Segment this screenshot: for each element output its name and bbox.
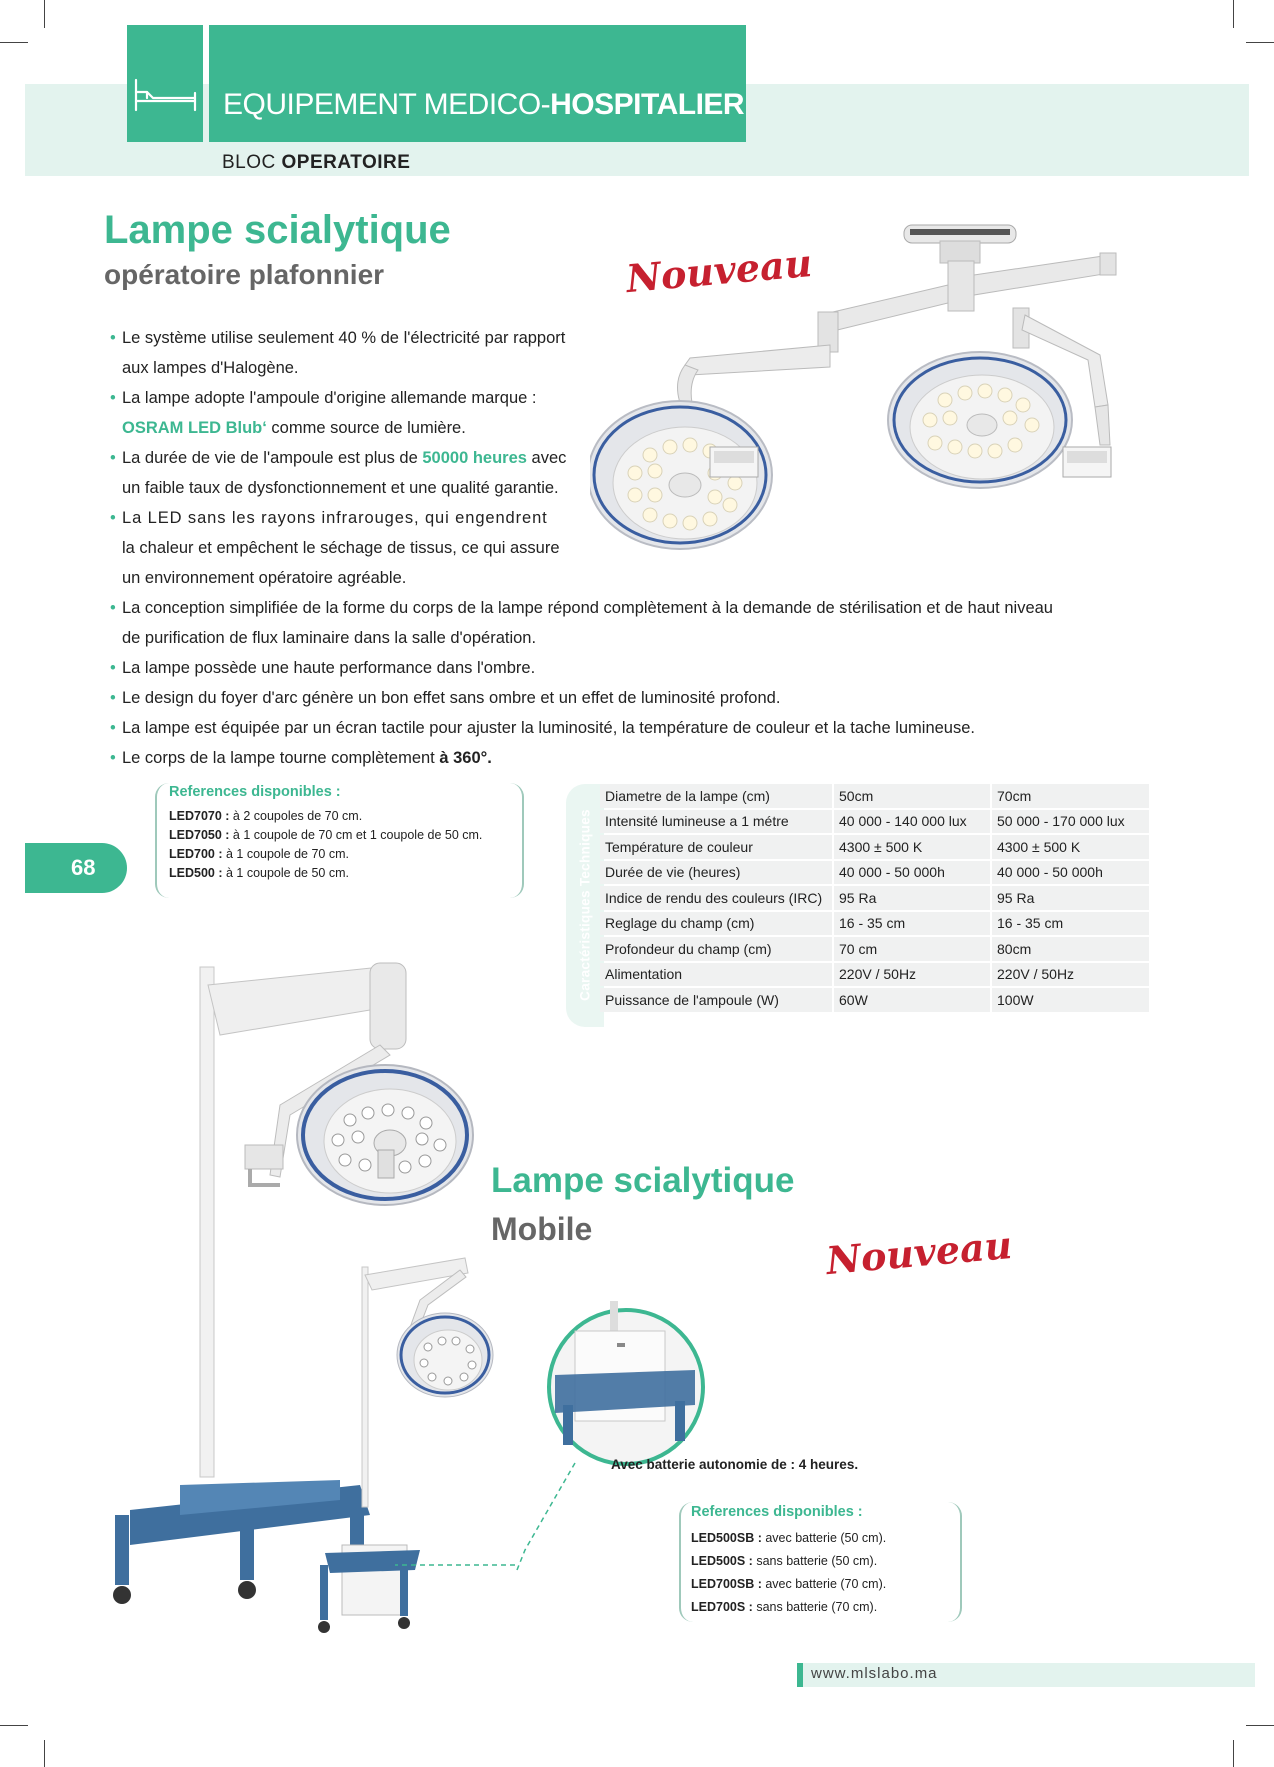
product-subtitle: Mobile: [491, 1211, 593, 1247]
tech-label: Durée de vie (heures): [600, 861, 832, 885]
reference-item: LED7050 : à 1 coupole de 70 cm et 1 coupole de 50 cm.: [169, 828, 483, 842]
reference-item: LED700 : à 1 coupole de 70 cm.: [169, 847, 349, 861]
tech-value: 40 000 - 140 000 lux: [834, 810, 990, 834]
tech-label: Reglage du champ (cm): [600, 912, 832, 936]
references-title: References disponibles :: [169, 784, 341, 800]
tech-label: Profondeur du champ (cm): [600, 937, 832, 961]
reference-item: LED500SB : avec batterie (50 cm).: [691, 1531, 887, 1545]
reference-item: LED500S : sans batterie (50 cm).: [691, 1554, 878, 1568]
feature-item-cont: de purification de flux laminaire dans la salle d'opération.: [122, 629, 537, 647]
tech-row: [600, 988, 1149, 1012]
feature-item: • La durée de vie de l'ampoule est plus de 50000 heures avec: [110, 449, 567, 467]
tech-value: 100W: [992, 988, 1149, 1012]
product-subtitle: opératoire plafonnier: [104, 259, 385, 290]
reference-item: LED700SB : avec batterie (70 cm).: [691, 1577, 887, 1591]
tech-value: 95 Ra: [992, 886, 1149, 910]
tech-label: Diametre de la lampe (cm): [600, 784, 832, 808]
tech-row: [600, 784, 1149, 808]
feature-item-cont: la chaleur et empêchent le séchage de tissus, ce qui assure: [122, 539, 560, 557]
website-link[interactable]: www.mlslabo.ma: [811, 1665, 938, 1682]
tech-value: 70cm: [992, 784, 1149, 808]
tech-value: 220V / 50Hz: [992, 963, 1149, 987]
feature-item-cont: OSRAM LED Blub‘ comme source de lumière.: [122, 419, 466, 437]
crop-mark: [44, 0, 45, 28]
references-title: References disponibles :: [691, 1504, 863, 1520]
feature-item: • Le design du foyer d'arc génère un bon effet sans ombre et un effet de luminosité profond.: [110, 689, 781, 707]
crop-mark: [44, 1740, 45, 1767]
tech-value: 50 000 - 170 000 lux: [992, 810, 1149, 834]
tech-value: 16 - 35 cm: [834, 912, 990, 936]
feature-item: • Le corps de la lampe tourne complètement à 360°.: [110, 749, 492, 767]
reference-item: LED500 : à 1 coupole de 50 cm.: [169, 866, 349, 880]
page-number: 68: [25, 843, 127, 893]
product-title: Lampe scialytique: [491, 1161, 795, 1200]
tech-row: [600, 937, 1149, 961]
product-title: Lampe scialytique: [104, 208, 451, 252]
tech-value: 4300 ± 500 K: [992, 835, 1149, 859]
feature-list: [110, 323, 1053, 773]
crop-mark: [0, 42, 28, 43]
feature-item: • Le système utilise seulement 40 % de l'électricité par rapport: [110, 329, 566, 347]
crop-mark: [1246, 42, 1274, 43]
tech-value: 40 000 - 50 000h: [992, 861, 1149, 885]
tech-label: Puissance de l'ampoule (W): [600, 988, 832, 1012]
tech-value: 40 000 - 50 000h: [834, 861, 990, 885]
tech-value: 70 cm: [834, 937, 990, 961]
crop-mark: [1233, 1740, 1234, 1767]
tech-value: 50cm: [834, 784, 990, 808]
tech-value: 60W: [834, 988, 990, 1012]
tech-specs-table: [598, 782, 1151, 1014]
tech-label: Alimentation: [600, 963, 832, 987]
crop-mark: [1233, 0, 1234, 28]
feature-item: • La lampe possède une haute performance dans l'ombre.: [110, 659, 536, 677]
header-icon-box: [127, 25, 203, 142]
tech-row: [600, 861, 1149, 885]
tech-value: 80cm: [992, 937, 1149, 961]
feature-item: • La lampe adopte l'ampoule d'origine allemande marque :: [110, 389, 537, 407]
crop-mark: [0, 1725, 28, 1726]
tech-value: 4300 ± 500 K: [834, 835, 990, 859]
tech-label: Température de couleur: [600, 835, 832, 859]
reference-item: LED700S : sans batterie (70 cm).: [691, 1600, 878, 1614]
feature-item: • La lampe est équipée par un écran tactile pour ajuster la luminosité, la température de couleur et la tache lumineuse.: [110, 719, 975, 737]
new-badge: Nouveau: [624, 239, 814, 302]
tech-row: [600, 810, 1149, 834]
new-badge: Nouveau: [824, 1221, 1014, 1284]
tech-row: [600, 963, 1149, 987]
battery-note: Avec batterie autonomie de : 4 heures.: [611, 1457, 859, 1472]
tech-value: 220V / 50Hz: [834, 963, 990, 987]
references-box: [155, 783, 524, 898]
crop-mark: [1246, 1725, 1274, 1726]
header-section: BLOC OPERATOIRE: [222, 152, 411, 173]
feature-item-cont: un environnement opératoire agréable.: [122, 569, 407, 587]
tech-label: Indice de rendu des couleurs (IRC): [600, 886, 832, 910]
feature-item-cont: aux lampes d'Halogène.: [122, 359, 299, 377]
feature-item: • La LED sans les rayons infrarouges, qui engendrent: [110, 509, 548, 527]
header-title-box: [209, 25, 746, 142]
header-category: EQUIPEMENT MEDICO-HOSPITALIER: [223, 88, 745, 121]
tech-value: 95 Ra: [834, 886, 990, 910]
tech-side-label: Caractéristiques Techniques: [577, 809, 593, 1001]
tech-value: 16 - 35 cm: [992, 912, 1149, 936]
feature-item: • La conception simplifiée de la forme du corps de la lampe répond complètement à la demande de stérilisation et de haut niveau: [110, 599, 1053, 617]
tech-row: [600, 886, 1149, 910]
tech-label: Intensité lumineuse a 1 métre: [600, 810, 832, 834]
references-box: [679, 1502, 962, 1622]
hospital-bed-icon: [127, 25, 203, 142]
feature-item-cont: un faible taux de dysfonctionnement et une qualité garantie.: [122, 479, 559, 497]
tech-row: [600, 912, 1149, 936]
tech-row: [600, 835, 1149, 859]
reference-item: LED7070 : à 2 coupoles de 70 cm.: [169, 809, 363, 823]
